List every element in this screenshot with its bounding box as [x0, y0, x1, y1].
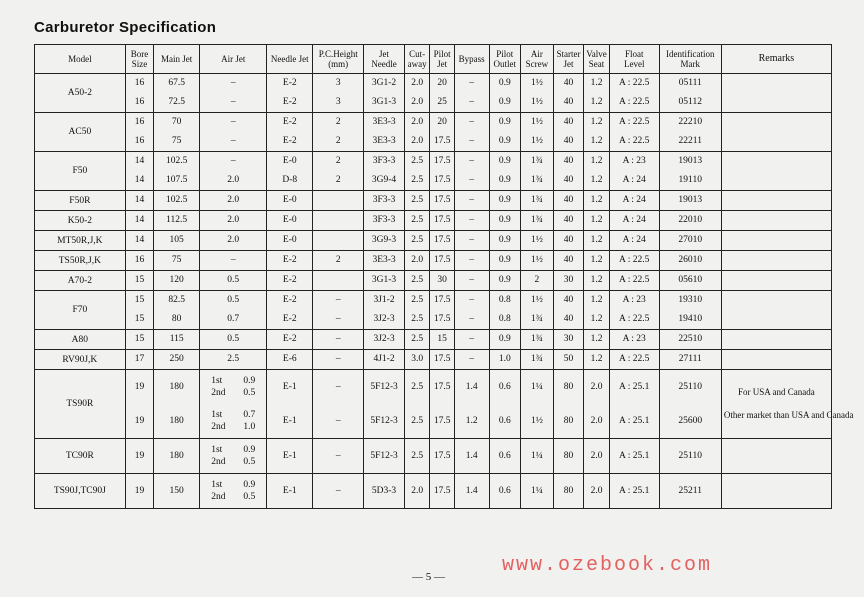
air-jet-stage-value: 0.9 [243, 445, 256, 455]
cell-main-jet: 112.5 [154, 211, 200, 231]
cell-jet-needle: 4J1-2 [364, 350, 405, 370]
cell-air-jet: 2.0 [200, 191, 267, 211]
table-row [35, 370, 832, 439]
header-pilot-jet: Pilot Jet [430, 45, 454, 74]
cell-jet-needle: 5F12-3 5F12-3 [364, 370, 405, 439]
cell-valve-seat: 2.0 [584, 439, 609, 474]
cell-starter-jet: 40 [553, 191, 584, 211]
cell-identification-mark: 25211 [659, 474, 721, 509]
cell-air-jet: – – [200, 113, 267, 152]
cell-model: A50-2 [35, 74, 126, 113]
cell-cutaway: 2.5 [404, 330, 429, 350]
cell-air-screw: 2 [521, 271, 554, 291]
cell-model: TS90J,TC90J [35, 474, 126, 509]
cell-bypass: – [454, 271, 489, 291]
header-main-jet: Main Jet [154, 45, 200, 74]
cell-model: MT50R,J,K [35, 231, 126, 251]
cell-identification-mark: 26010 [659, 251, 721, 271]
table-row [35, 350, 832, 370]
cell-cutaway: 2.0 2.0 [404, 113, 429, 152]
cell-pilot-jet: 20 17.5 [430, 113, 454, 152]
cell-pilot-outlet: 1.0 [489, 350, 521, 370]
cell-pilot-outlet: 0.9 [489, 271, 521, 291]
cell-pilot-outlet: 0.9 0.9 [489, 74, 521, 113]
cell-remarks [721, 74, 831, 113]
cell-main-jet: 115 [154, 330, 200, 350]
cell-cutaway: 2.5 [404, 191, 429, 211]
cell-bypass: – – [454, 291, 489, 330]
air-jet-stage-value: 0.7 [243, 410, 256, 420]
cell-pilot-outlet: 0.6 0.6 [489, 370, 521, 439]
cell-pilot-jet: 17.5 [430, 350, 454, 370]
cell-bore: 15 [125, 271, 154, 291]
cell-air-screw: 1¼ [521, 474, 554, 509]
table-row [35, 211, 832, 231]
cell-cutaway: 2.5 [404, 211, 429, 231]
cell-float-level: A : 22.5 [609, 251, 659, 271]
cell-float-level: A : 23 A : 22.5 [609, 291, 659, 330]
cell-float-level: A : 23 A : 24 [609, 152, 659, 191]
air-jet-stages [211, 375, 255, 399]
cell-starter-jet: 40 40 [553, 74, 584, 113]
header-pilot-outlet: Pilot Outlet [489, 45, 521, 74]
cell-remarks [721, 231, 831, 251]
table-row [35, 330, 832, 350]
cell-model: F50R [35, 191, 126, 211]
cell-jet-needle: 3F3-3 [364, 191, 405, 211]
carburetor-spec-table [34, 44, 854, 509]
table-row [35, 113, 832, 152]
cell-starter-jet: 50 [553, 350, 584, 370]
cell-needle-jet: E-2 [267, 251, 313, 271]
cell-air-screw: 1¼ 1½ [521, 370, 554, 439]
cell-pc-height: 2 2 [313, 113, 364, 152]
cell-needle-jet: E-2 E-2 [267, 113, 313, 152]
cell-valve-seat: 1.2 1.2 [584, 291, 609, 330]
cell-bore: 15 [125, 330, 154, 350]
cell-pilot-outlet: 0.9 0.9 [489, 113, 521, 152]
cell-air-jet [200, 370, 267, 439]
cell-main-jet: 180 180 [154, 370, 200, 439]
cell-pilot-outlet: 0.6 [489, 474, 521, 509]
air-jet-stage-label: 2nd [211, 492, 226, 502]
cell-air-screw: 1½ [521, 251, 554, 271]
cell-float-level: A : 22.5 A : 22.5 [609, 74, 659, 113]
cell-remarks [721, 350, 831, 370]
cell-air-screw: 1½ 1½ [521, 113, 554, 152]
air-jet-stages [211, 409, 255, 433]
cell-pc-height: 3 3 [313, 74, 364, 113]
air-jet-stage-value: 0.5 [243, 457, 256, 467]
cell-starter-jet: 30 [553, 330, 584, 350]
cell-air-screw: 1½ [521, 231, 554, 251]
cell-model: K50-2 [35, 211, 126, 231]
cell-valve-seat: 1.2 [584, 211, 609, 231]
cell-starter-jet: 40 40 [553, 291, 584, 330]
cell-main-jet: 250 [154, 350, 200, 370]
cell-valve-seat: 2.0 [584, 474, 609, 509]
cell-pilot-outlet: 0.9 [489, 191, 521, 211]
cell-identification-mark: 22010 [659, 211, 721, 231]
header-remarks: Remarks [721, 45, 831, 74]
air-jet-stage-label: 1st [211, 410, 223, 420]
cell-bypass: 1.4 [454, 439, 489, 474]
cell-jet-needle: 3G1-3 [364, 271, 405, 291]
table-row [35, 152, 832, 191]
header-pc-height: P.C.Height (mm) [313, 45, 364, 74]
cell-jet-needle: 3E3-3 3E3-3 [364, 113, 405, 152]
cell-float-level: A : 24 [609, 191, 659, 211]
cell-remarks [721, 330, 831, 350]
cell-remarks [721, 251, 831, 271]
cell-bypass: – [454, 330, 489, 350]
cell-needle-jet: E-0 [267, 231, 313, 251]
cell-cutaway: 2.5 2.5 [404, 291, 429, 330]
header-needle-jet: Needle Jet [267, 45, 313, 74]
cell-starter-jet: 80 80 [553, 370, 584, 439]
table-row [35, 474, 832, 509]
cell-needle-jet: E-2 E-2 [267, 74, 313, 113]
cell-cutaway: 2.5 [404, 439, 429, 474]
page-number: — 5 — [412, 571, 445, 583]
cell-starter-jet: 40 [553, 251, 584, 271]
cell-bore: 19 [125, 439, 154, 474]
cell-float-level: A : 25.1 A : 25.1 [609, 370, 659, 439]
cell-pilot-jet: 30 [430, 271, 454, 291]
cell-valve-seat: 1.2 1.2 [584, 113, 609, 152]
air-jet-stage-label: 2nd [211, 422, 226, 432]
remark-text: For USA and Canada [738, 387, 815, 397]
cell-pc-height: 2 [313, 251, 364, 271]
cell-pc-height: – – [313, 291, 364, 330]
cell-float-level: A : 22.5 [609, 350, 659, 370]
table-row [35, 191, 832, 211]
cell-air-jet: 2.0 [200, 231, 267, 251]
cell-identification-mark: 22510 [659, 330, 721, 350]
table-header-row [35, 45, 832, 74]
header-bypass: Bypass [454, 45, 489, 74]
cell-remarks [721, 152, 831, 191]
cell-pc-height [313, 211, 364, 231]
cell-valve-seat: 1.2 [584, 191, 609, 211]
cell-bore: 16 16 [125, 74, 154, 113]
cell-main-jet: 102.5 107.5 [154, 152, 200, 191]
cell-bore: 17 [125, 350, 154, 370]
cell-identification-mark: 05610 [659, 271, 721, 291]
cell-air-screw: 1½ 1¾ [521, 291, 554, 330]
cell-bore: 19 19 [125, 370, 154, 439]
cell-jet-needle: 5F12-3 [364, 439, 405, 474]
cell-remarks [721, 474, 831, 509]
cell-cutaway: 2.5 [404, 231, 429, 251]
cell-remarks [721, 113, 831, 152]
cell-bypass: – [454, 251, 489, 271]
cell-bypass: – [454, 191, 489, 211]
cell-jet-needle: 3G9-3 [364, 231, 405, 251]
air-jet-stage-value: 0.9 [243, 480, 256, 490]
cell-pc-height [313, 191, 364, 211]
cell-jet-needle: 3E3-3 [364, 251, 405, 271]
cell-bypass: – [454, 350, 489, 370]
cell-air-jet: 2.0 [200, 211, 267, 231]
cell-air-jet: 0.5 0.7 [200, 291, 267, 330]
cell-float-level: A : 25.1 [609, 439, 659, 474]
cell-main-jet: 67.5 72.5 [154, 74, 200, 113]
cell-model: A70-2 [35, 271, 126, 291]
cell-remarks [721, 439, 831, 474]
cell-air-jet: – 2.0 [200, 152, 267, 191]
cell-air-screw: 1¾ [521, 211, 554, 231]
cell-jet-needle: 3G1-2 3G1-3 [364, 74, 405, 113]
cell-valve-seat: 1.2 [584, 251, 609, 271]
cell-bore: 15 15 [125, 291, 154, 330]
table-row [35, 74, 832, 113]
cell-pilot-jet: 17.5 17.5 [430, 291, 454, 330]
cell-pilot-jet: 17.5 [430, 211, 454, 231]
cell-main-jet: 70 75 [154, 113, 200, 152]
cell-bypass: – [454, 211, 489, 231]
cell-pilot-outlet: 0.9 0.9 [489, 152, 521, 191]
cell-pilot-outlet: 0.8 0.8 [489, 291, 521, 330]
cell-identification-mark: 25110 [659, 439, 721, 474]
header-air-jet: Air Jet [200, 45, 267, 74]
cell-bypass: 1.4 1.2 [454, 370, 489, 439]
cell-remarks [721, 191, 831, 211]
cell-main-jet: 82.5 80 [154, 291, 200, 330]
cell-main-jet: 105 [154, 231, 200, 251]
cell-remarks [721, 370, 854, 439]
cell-main-jet: 120 [154, 271, 200, 291]
cell-needle-jet: E-1 [267, 474, 313, 509]
cell-main-jet: 75 [154, 251, 200, 271]
cell-pilot-jet: 17.5 [430, 191, 454, 211]
cell-model: TS50R,J,K [35, 251, 126, 271]
cell-pilot-outlet: 0.9 [489, 330, 521, 350]
cell-pilot-jet: 17.5 [430, 474, 454, 509]
cell-cutaway: 2.5 2.5 [404, 370, 429, 439]
cell-identification-mark: 19013 19110 [659, 152, 721, 191]
cell-air-jet: 2.5 [200, 350, 267, 370]
cell-air-screw: 1¾ [521, 330, 554, 350]
cell-valve-seat: 1.2 [584, 231, 609, 251]
cell-needle-jet: E-0 D-8 [267, 152, 313, 191]
remark-text: Other market than USA and Canada [723, 410, 854, 420]
cell-needle-jet: E-0 [267, 191, 313, 211]
cell-air-jet: 0.5 [200, 330, 267, 350]
table-row [35, 251, 832, 271]
cell-identification-mark: 19013 [659, 191, 721, 211]
cell-pilot-jet: 17.5 [430, 439, 454, 474]
cell-pc-height: – [313, 439, 364, 474]
cell-air-jet: – – [200, 74, 267, 113]
cell-jet-needle: 3J2-3 [364, 330, 405, 350]
cell-cutaway: 2.5 2.5 [404, 152, 429, 191]
header-float-level: Float Level [609, 45, 659, 74]
cell-model: TC90R [35, 439, 126, 474]
cell-pilot-jet: 17.5 [430, 231, 454, 251]
cell-valve-seat: 1.2 [584, 330, 609, 350]
cell-air-screw: 1¾ [521, 350, 554, 370]
cell-needle-jet: E-6 [267, 350, 313, 370]
air-jet-stages [211, 479, 255, 503]
cell-jet-needle: 3F3-3 3G9-4 [364, 152, 405, 191]
cell-pilot-jet: 17.5 [430, 251, 454, 271]
cell-bore: 16 16 [125, 113, 154, 152]
cell-cutaway: 3.0 [404, 350, 429, 370]
cell-pc-height: – [313, 474, 364, 509]
cell-needle-jet: E-2 E-2 [267, 291, 313, 330]
cell-air-screw: 1¾ [521, 191, 554, 211]
air-jet-stage-label: 2nd [211, 457, 226, 467]
cell-needle-jet: E-0 [267, 211, 313, 231]
cell-starter-jet: 40 40 [553, 152, 584, 191]
cell-starter-jet: 30 [553, 271, 584, 291]
cell-identification-mark: 05111 05112 [659, 74, 721, 113]
cell-pc-height: – [313, 330, 364, 350]
cell-starter-jet: 80 [553, 474, 584, 509]
cell-float-level: A : 25.1 [609, 474, 659, 509]
header-jet-needle: Jet Needle [364, 45, 405, 74]
cell-pilot-jet: 17.5 17.5 [430, 370, 454, 439]
cell-cutaway: 2.0 [404, 474, 429, 509]
cell-bypass: – – [454, 152, 489, 191]
header-model: Model [35, 45, 126, 74]
cell-starter-jet: 80 [553, 439, 584, 474]
cell-valve-seat: 1.2 1.2 [584, 74, 609, 113]
cell-bore: 19 [125, 474, 154, 509]
cell-jet-needle: 3F3-3 [364, 211, 405, 231]
air-jet-stages [211, 444, 255, 468]
table-row [35, 271, 832, 291]
cell-model: RV90J,K [35, 350, 126, 370]
cell-air-screw: 1¼ [521, 439, 554, 474]
cell-bore: 14 [125, 191, 154, 211]
cell-starter-jet: 40 40 [553, 113, 584, 152]
cell-cutaway: 2.5 [404, 271, 429, 291]
cell-main-jet: 180 [154, 439, 200, 474]
air-jet-stage-label: 1st [211, 480, 223, 490]
cell-air-jet: 0.5 [200, 271, 267, 291]
air-jet-stage-label: 1st [211, 445, 223, 455]
cell-model: F50 [35, 152, 126, 191]
cell-cutaway: 2.0 [404, 251, 429, 271]
cell-starter-jet: 40 [553, 211, 584, 231]
cell-bore: 14 [125, 231, 154, 251]
cell-remarks [721, 271, 831, 291]
cell-float-level: A : 22.5 A : 22.5 [609, 113, 659, 152]
header-starter-jet: Starter Jet [553, 45, 584, 74]
cell-air-jet [200, 474, 267, 509]
cell-valve-seat: 1.2 [584, 350, 609, 370]
air-jet-stage-value: 0.5 [243, 492, 256, 502]
cell-bypass: 1.4 [454, 474, 489, 509]
cell-pilot-jet: 17.5 17.5 [430, 152, 454, 191]
table-row [35, 439, 832, 474]
cell-model: F70 [35, 291, 126, 330]
cell-jet-needle: 3J1-2 3J2-3 [364, 291, 405, 330]
cell-bore: 14 14 [125, 152, 154, 191]
cell-identification-mark: 25110 25600 [659, 370, 721, 439]
table-row [35, 231, 832, 251]
air-jet-stage-value: 0.9 [243, 376, 256, 386]
cell-needle-jet: E-2 [267, 330, 313, 350]
cell-pilot-outlet: 0.9 [489, 251, 521, 271]
header-bore: Bore Size [125, 45, 154, 74]
cell-bore: 16 [125, 251, 154, 271]
cell-air-jet [200, 439, 267, 474]
cell-main-jet: 150 [154, 474, 200, 509]
cell-pilot-outlet: 0.9 [489, 211, 521, 231]
cell-air-screw: 1¾ 1¾ [521, 152, 554, 191]
cell-pc-height: 2 2 [313, 152, 364, 191]
header-air-screw: Air Screw [521, 45, 554, 74]
air-jet-stage-label: 2nd [211, 388, 226, 398]
cell-model: A80 [35, 330, 126, 350]
cell-identification-mark: 27010 [659, 231, 721, 251]
cell-pilot-outlet: 0.6 [489, 439, 521, 474]
cell-float-level: A : 24 [609, 211, 659, 231]
cell-float-level: A : 23 [609, 330, 659, 350]
cell-bypass: – [454, 231, 489, 251]
cell-pilot-outlet: 0.9 [489, 231, 521, 251]
cell-air-screw: 1½ 1½ [521, 74, 554, 113]
cell-air-jet: – [200, 251, 267, 271]
cell-float-level: A : 22.5 [609, 271, 659, 291]
cell-bore: 14 [125, 211, 154, 231]
air-jet-stage-label: 1st [211, 376, 223, 386]
cell-bypass: – – [454, 113, 489, 152]
cell-starter-jet: 40 [553, 231, 584, 251]
air-jet-stage-value: 1.0 [243, 422, 256, 432]
cell-remarks [721, 211, 831, 231]
header-cutaway: Cut- away [404, 45, 429, 74]
cell-jet-needle: 5D3-3 [364, 474, 405, 509]
cell-pilot-jet: 20 25 [430, 74, 454, 113]
cell-pilot-jet: 15 [430, 330, 454, 350]
air-jet-stage-value: 0.5 [243, 388, 256, 398]
cell-valve-seat: 1.2 1.2 [584, 152, 609, 191]
cell-valve-seat: 1.2 [584, 271, 609, 291]
cell-identification-mark: 22210 22211 [659, 113, 721, 152]
cell-valve-seat: 2.0 2.0 [584, 370, 609, 439]
cell-pc-height: – [313, 350, 364, 370]
table-row [35, 291, 832, 330]
watermark: www.ozebook.com [502, 554, 713, 577]
cell-identification-mark: 19310 19410 [659, 291, 721, 330]
cell-model: AC50 [35, 113, 126, 152]
page-title: Carburetor Specification [34, 19, 217, 36]
cell-cutaway: 2.0 2.0 [404, 74, 429, 113]
cell-float-level: A : 24 [609, 231, 659, 251]
cell-model: TS90R [35, 370, 126, 439]
cell-needle-jet: E-1 E-1 [267, 370, 313, 439]
cell-pc-height [313, 271, 364, 291]
cell-needle-jet: E-2 [267, 271, 313, 291]
cell-bypass: – – [454, 74, 489, 113]
cell-pc-height: – – [313, 370, 364, 439]
cell-main-jet: 102.5 [154, 191, 200, 211]
cell-remarks [721, 291, 831, 330]
cell-pc-height [313, 231, 364, 251]
cell-needle-jet: E-1 [267, 439, 313, 474]
header-identification-mark: Identification Mark [659, 45, 721, 74]
cell-identification-mark: 27111 [659, 350, 721, 370]
header-valve-seat: Valve Seat [584, 45, 609, 74]
